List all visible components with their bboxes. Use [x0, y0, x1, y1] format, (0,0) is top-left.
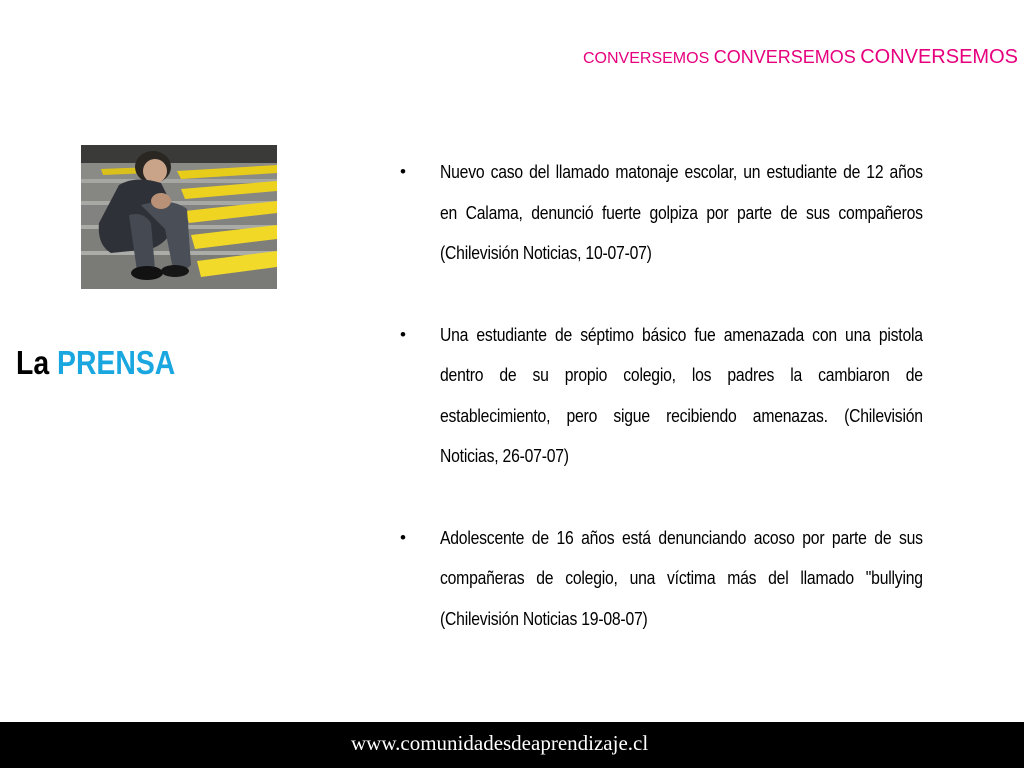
- student-on-stairs-photo: [81, 145, 277, 289]
- title-prensa: PRENSA: [57, 344, 176, 381]
- bullet-text: Nuevo caso del llamado matonaje escolar, un estudiante de 12 años en Calama, denunció fuerte golpiza por parte de sus compañeros (Chilevisión Noticias, 10-07-07): [440, 161, 923, 263]
- list-item: [400, 518, 922, 640]
- bullet-text: Una estudiante de séptimo básico fue amenazada con una pistola dentro de su propio colegio, los padres la cambiaron de establecimiento, pero sigue recibiendo amenazas. (Chilevisión Noticias, 26-07-07): [440, 323, 923, 466]
- list-item: [400, 315, 922, 477]
- list-item: [400, 152, 922, 274]
- bullet-icon: •: [400, 162, 406, 181]
- footer-bar: [0, 722, 1024, 768]
- title-la: La: [16, 344, 50, 381]
- footer-url-link[interactable]: www.comunidadesdeaprendizaje.cl: [351, 731, 649, 755]
- photo-illustration: [81, 145, 277, 289]
- header-word-2: CONVERSEMOS: [713, 47, 856, 67]
- page-title: [16, 344, 175, 382]
- header-word-3: CONVERSEMOS: [860, 46, 1018, 68]
- header-conversemos: [583, 46, 1018, 69]
- header-word-1: CONVERSEMOS: [583, 50, 710, 67]
- bullet-icon: •: [400, 324, 406, 344]
- bullet-icon: •: [400, 527, 406, 547]
- bullet-text: Adolescente de 16 años está denunciando acoso por parte de sus compañeras de colegio, una víctima más del llamado "bullying (Chilevisión Noticias 19-08-07): [440, 526, 923, 629]
- news-bullet-list: [400, 152, 922, 680]
